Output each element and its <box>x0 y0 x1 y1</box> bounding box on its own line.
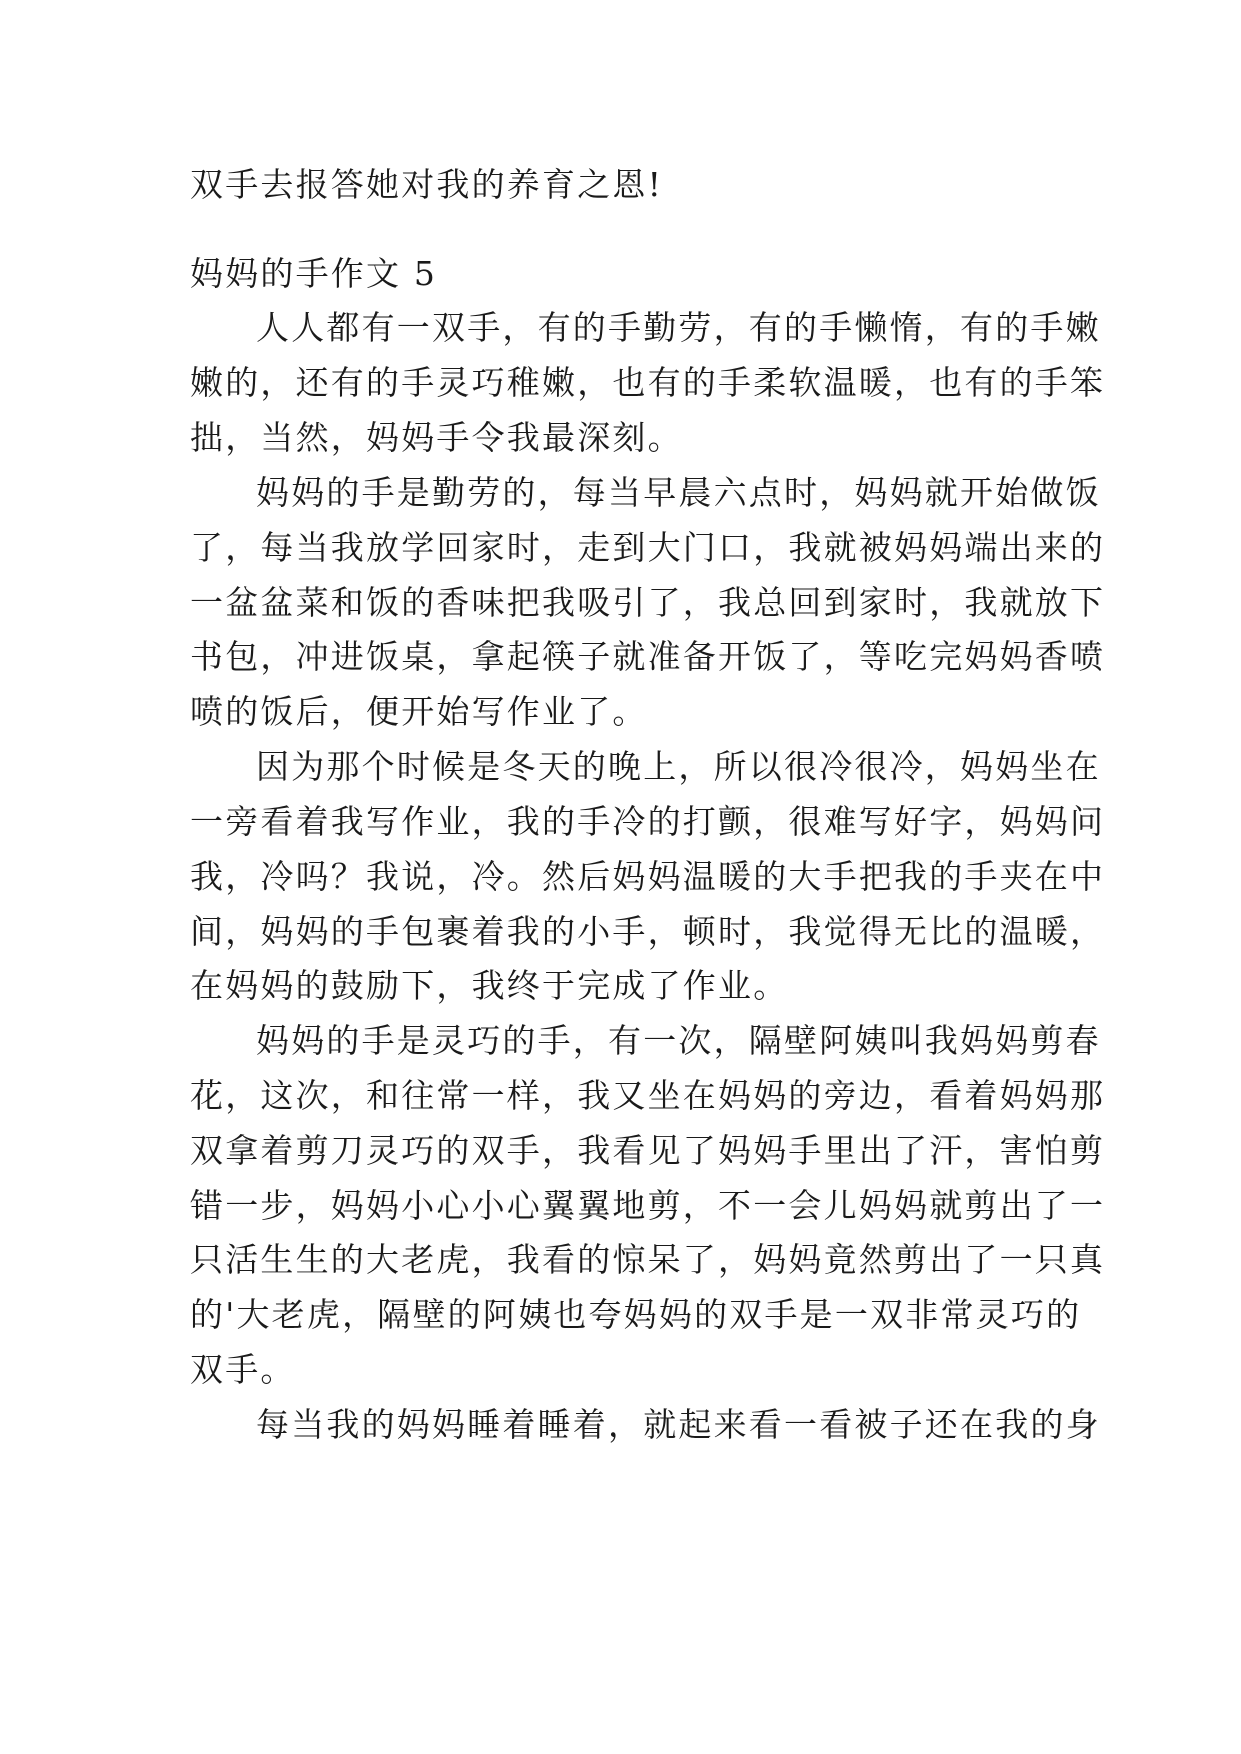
paragraph-line: 书包，冲进饭桌，拿起筷子就准备开饭了，等吃完妈妈香喷 <box>190 637 1106 676</box>
paragraph-line: 拙，当然，妈妈手令我最深刻。 <box>190 418 683 457</box>
paragraph-line: 了，每当我放学回家时，走到大门口，我就被妈妈端出来的 <box>190 528 1106 567</box>
paragraph-line: 花，这次，和往常一样，我又坐在妈妈的旁边，看着妈妈那 <box>190 1076 1106 1115</box>
paragraph-line: 错一步，妈妈小心小心翼翼地剪，不一会儿妈妈就剪出了一 <box>190 1186 1106 1225</box>
paragraph-line: 的'大老虎，隔壁的阿姨也夸妈妈的双手是一双非常灵巧的 <box>190 1295 1082 1334</box>
section-title: 妈妈的手作文 5 <box>190 254 438 293</box>
paragraph-line: 因为那个时候是冬天的晚上，所以很冷很冷，妈妈坐在 <box>256 747 1101 786</box>
paragraph-line: 喷的饭后，便开始写作业了。 <box>190 692 648 731</box>
paragraph-line: 间，妈妈的手包裹着我的小手，顿时，我觉得无比的温暖， <box>190 912 1106 951</box>
paragraph-line: 妈妈的手是勤劳的，每当早晨六点时，妈妈就开始做饭 <box>256 473 1101 512</box>
paragraph-line: 人人都有一双手，有的手勤劳，有的手懒惰，有的手嫩 <box>256 308 1101 347</box>
paragraph-line: 嫩的，还有的手灵巧稚嫩，也有的手柔软温暖，也有的手笨 <box>190 363 1106 402</box>
text-line: 双手去报答她对我的养育之恩! <box>190 165 664 204</box>
paragraph-line: 在妈妈的鼓励下，我终于完成了作业。 <box>190 966 789 1005</box>
paragraph-line: 只活生生的大老虎，我看的惊呆了，妈妈竟然剪出了一只真 <box>190 1240 1106 1279</box>
paragraph-line: 每当我的妈妈睡着睡着，就起来看一看被子还在我的身 <box>256 1405 1101 1444</box>
paragraph-line: 双手。 <box>190 1350 296 1389</box>
paragraph-line: 妈妈的手是灵巧的手，有一次，隔壁阿姨叫我妈妈剪春 <box>256 1021 1101 1060</box>
paragraph-line: 一盆盆菜和饭的香味把我吸引了，我总回到家时，我就放下 <box>190 583 1106 622</box>
paragraph-line: 一旁看着我写作业，我的手冷的打颤，很难写好字，妈妈问 <box>190 802 1106 841</box>
paragraph-line: 我，冷吗？我说，冷。然后妈妈温暖的大手把我的手夹在中 <box>190 857 1106 896</box>
paragraph-line: 双拿着剪刀灵巧的双手，我看见了妈妈手里出了汗，害怕剪 <box>190 1131 1106 1170</box>
